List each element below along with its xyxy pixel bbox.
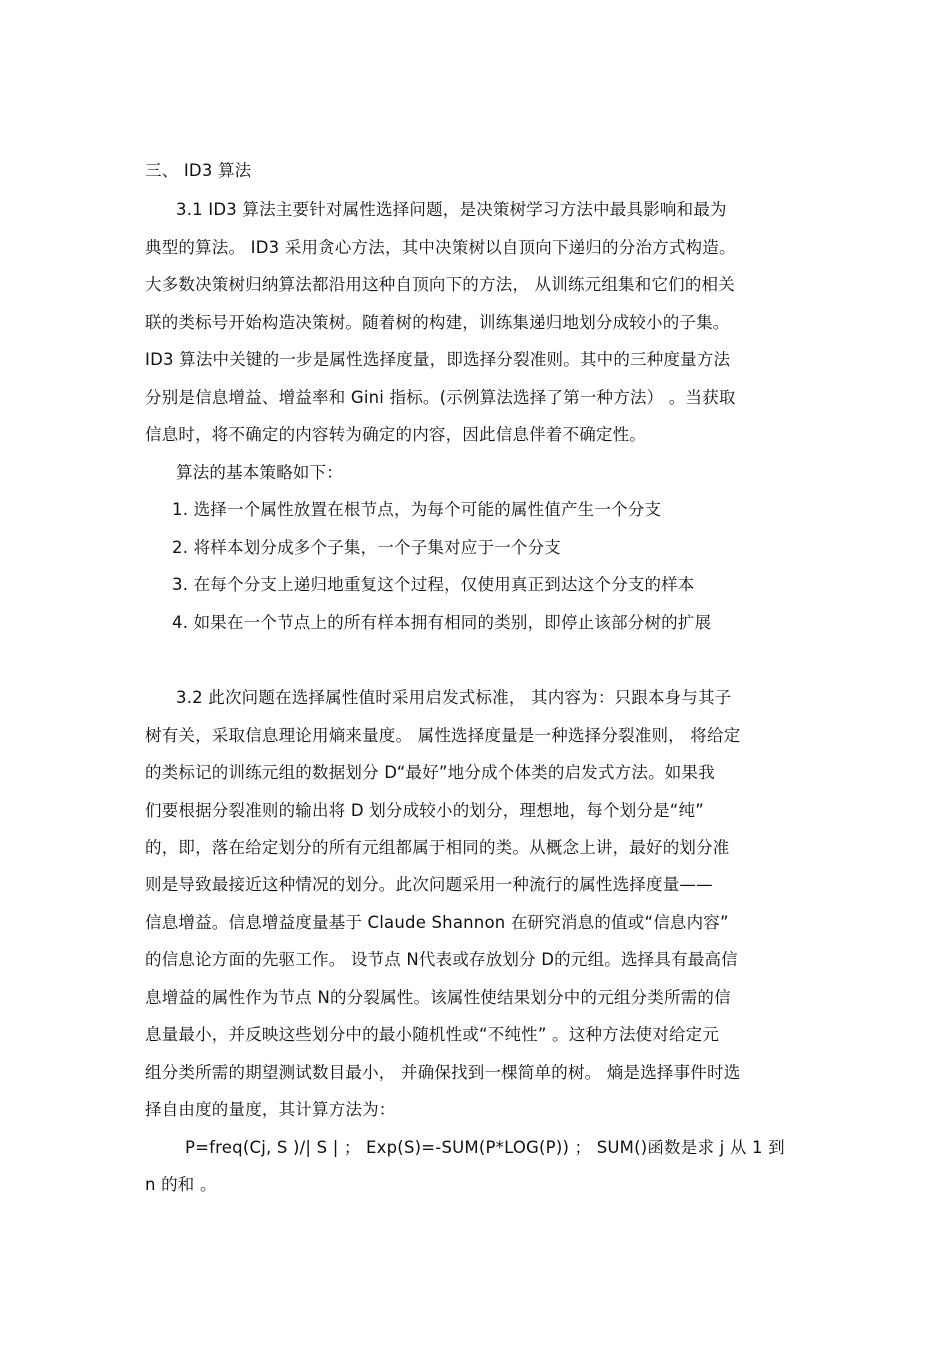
paragraph-line: 典型的算法。 ID3 采用贪心方法，其中决策树以自顶向下递归的分治方式构造。 — [145, 238, 736, 257]
paragraph-line: 联的类标号开始构造决策树。随着树的构建，训练集递归地划分成较小的子集。 — [145, 313, 730, 332]
paragraph-line: 信息增益。信息增益度量基于 Claude Shannon 在研究消息的值或“信息内容” — [145, 913, 729, 932]
list-item: 4. 如果在一个节点上的所有样本拥有相同的类别，即停止该部分树的扩展 — [172, 613, 712, 632]
paragraph-line: 的信息论方面的先驱工作。 设节点 N代表或存放划分 D的元组。选择具有最高信 — [145, 950, 738, 969]
paragraph-line: 大多数决策树归纳算法都沿用这种自顶向下的方法， 从训练元组集和它们的相关 — [145, 275, 735, 294]
paragraph-line: 息量最小，并反映这些划分中的最小随机性或“不纯性” 。这种方法使对给定元 — [145, 1025, 720, 1044]
paragraph-line: ID3 算法中关键的一步是属性选择度量，即选择分裂准则。其中的三种度量方法 — [145, 350, 731, 369]
paragraph-line: 则是导致最接近这种情况的划分。此次问题采用一种流行的属性选择度量—— — [145, 875, 713, 894]
formula-line: P=freq(Cj, S )/| S | ； Exp(S)=-SUM(P*LOG(P)) ； SUM()函数是求 j 从 1 到 — [185, 1138, 785, 1157]
list-item: 2. 将样本划分成多个子集，一个子集对应于一个分支 — [172, 538, 561, 557]
paragraph-line: 信息时，将不确定的内容转为确定的内容，因此信息伴着不确定性。 — [145, 425, 646, 444]
paragraph-line: 组分类所需的期望测试数目最小， 并确保找到一棵简单的树。 熵是选择事件时选 — [145, 1063, 741, 1082]
list-item: 1. 选择一个属性放置在根节点，为每个可能的属性值产生一个分支 — [172, 500, 662, 519]
section-heading: 三、 ID3 算法 — [145, 161, 252, 180]
paragraph-line: 的，即，落在给定划分的所有元组都属于相同的类。从概念上讲，最好的划分准 — [145, 838, 730, 857]
paragraph-line: 们要根据分裂准则的输出将 D 划分成较小的划分，理想地，每个划分是“纯” — [145, 801, 704, 820]
paragraph-line: 息增益的属性作为节点 N的分裂属性。该属性使结果划分中的元组分类所需的信 — [145, 988, 731, 1007]
paragraph-line: 3.1 ID3 算法主要针对属性选择问题，是决策树学习方法中最具影响和最为 — [176, 200, 727, 219]
list-item: 3. 在每个分支上递归地重复这个过程，仅使用真正到达这个分支的样本 — [172, 575, 695, 594]
paragraph-line: 择自由度的量度，其计算方法为： — [145, 1100, 396, 1119]
paragraph-line: 3.2 此次问题在选择属性值时采用启发式标准， 其内容为：只跟本身与其子 — [176, 688, 732, 707]
formula-line: n 的和 。 — [145, 1175, 217, 1194]
paragraph-line: 的类标记的训练元组的数据划分 D“最好”地分成个体类的启发式方法。如果我 — [145, 763, 715, 782]
strategy-intro: 算法的基本策略如下： — [176, 463, 343, 482]
paragraph-line: 树有关，采取信息理论用熵来量度。 属性选择度量是一种选择分裂准则， 将给定 — [145, 726, 741, 745]
paragraph-line: 分别是信息增益、增益率和 Gini 指标。(示例算法选择了第一种方法） 。当获取 — [145, 388, 736, 407]
